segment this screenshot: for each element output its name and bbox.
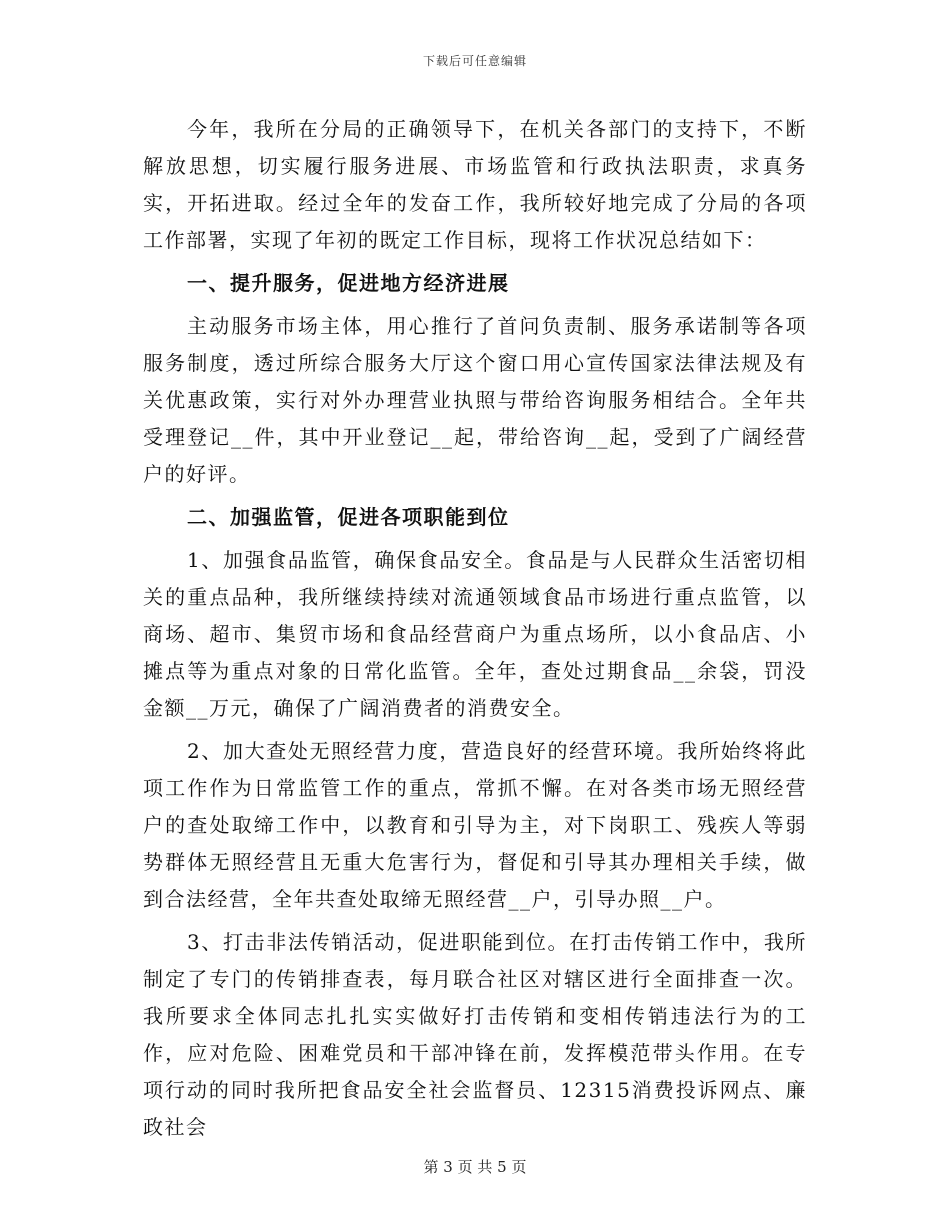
section-heading-1: 一、提升服务，促进地方经济进展 xyxy=(187,271,510,295)
service-paragraph: 主动服务市场主体，用心推行了首问负责制、服务承诺制等各项服务制度，透过所综合服务大厅这个窗口用心宣传国家法律法规及有关优惠政策，实行对外办理营业执照与带给咨询服务相结合。全年共受理登记__件，其中开业登记__起，带给咨询__起，受到了广阔经营户的好评。 xyxy=(143,314,807,486)
page-header-note: 下载后可任意编辑 xyxy=(422,54,527,68)
intro-paragraph: 今年，我所在分局的正确领导下，在机关各部门的支持下，不断解放思想，切实履行服务进展、市场监管和行政执法职责，求真务实，开拓进取。经过全年的发奋工作，我所较好地完成了分局的各项工作部署，实现了年初的既定工作目标，现将工作状况总结如下： xyxy=(143,117,807,252)
unlicensed-business-paragraph: 2、加大查处无照经营力度，营造良好的经营环境。我所始终将此项工作作为日常监管工作的重点，常抓不懈。在对各类市场无照经营户的查处取缔工作中，以教育和引导为主，对下岗职工、残疾人等弱势群体无照经营且无重大危害行为，督促和引导其办理相关手续，做到合法经营，全年共查处取缔无照经营__户，引导办照__户。 xyxy=(143,739,807,911)
page-number: 第 3 页 共 5 页 xyxy=(423,1158,527,1176)
section-heading-2: 二、加强监管，促进各项职能到位 xyxy=(187,505,510,529)
pyramid-scheme-paragraph: 3、打击非法传销活动，促进职能到位。在打击传销工作中，我所制定了专门的传销排查表，每月联合社区对辖区进行全面排查一次。我所要求全体同志扎扎实实做好打击传销和变相传销违法行为的工作，应对危险、困难党员和干部冲锋在前，发挥模范带头作用。在专项行动的同时我所把食品安全社会监督员、12315消费投诉网点、廉政社会 xyxy=(143,930,807,1139)
document-body xyxy=(143,111,807,1146)
food-safety-paragraph: 1、加强食品监管，确保食品安全。食品是与人民群众生活密切相关的重点品种，我所继续持续对流通领域食品市场进行重点监管，以商场、超市、集贸市场和食品经营商户为重点场所，以小食品店、小摊点等为重点对象的日常化监管。全年，查处过期食品__余袋，罚没金额__万元，确保了广阔消费者的消费安全。 xyxy=(143,548,807,720)
